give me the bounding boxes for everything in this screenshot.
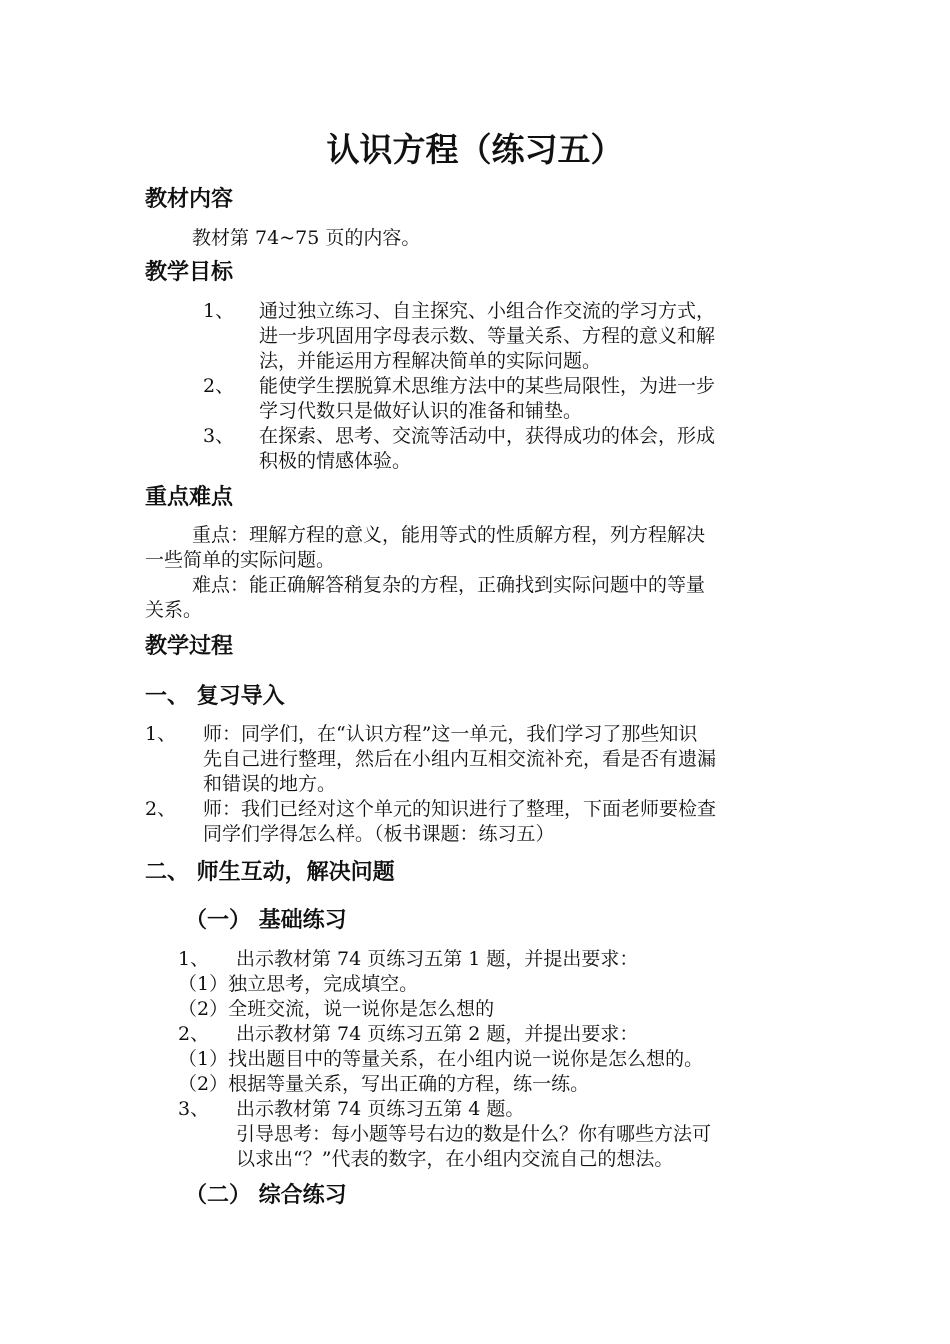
goal-2-number: 2、 bbox=[203, 375, 235, 397]
part1-item-2-line-2: 同学们学得怎么样。（板书课题：练习五） bbox=[203, 823, 555, 845]
part1-item-2-line-1: 师：我们已经对这个单元的知识进行了整理，下面老师要检查 bbox=[203, 798, 717, 820]
part1-item-2-number: 2、 bbox=[145, 798, 177, 820]
exercise-2-sub-1: （1）找出题目中的等量关系，在小组内说一说你是怎么想的。 bbox=[178, 1048, 704, 1070]
part1-item-1-line-1: 师：同学们，在“认识方程”这一单元，我们学习了那些知识 bbox=[203, 723, 698, 745]
key-point-line-1: 重点：理解方程的意义，能用等式的性质解方程，列方程解决 bbox=[192, 524, 706, 546]
exercise-3-line-2: 引导思考：每小题等号右边的数是什么？你有哪些方法可 bbox=[236, 1123, 712, 1145]
goal-2-line-2: 学习代数只是做好认识的准备和铺垫。 bbox=[259, 400, 583, 422]
exercise-1-text: 出示教材第 74 页练习五第 1 题，并提出要求： bbox=[236, 948, 639, 970]
exercise-2-number: 2、 bbox=[178, 1023, 210, 1045]
part1-item-1-line-3: 和错误的地方。 bbox=[203, 773, 337, 795]
heading-textbook-content: 教材内容 bbox=[145, 187, 234, 212]
exercise-3-line-1: 出示教材第 74 页练习五第 4 题。 bbox=[236, 1098, 525, 1120]
document-title: 认识方程（练习五） bbox=[326, 130, 624, 169]
heading-teaching-goals: 教学目标 bbox=[145, 260, 234, 285]
exercise-2-sub-2: （2）根据等量关系，写出正确的方程，练一练。 bbox=[178, 1073, 590, 1095]
goal-1-number: 1、 bbox=[203, 300, 235, 322]
goal-1-line-1: 通过独立练习、自主探究、小组合作交流的学习方式， bbox=[259, 300, 716, 322]
goal-1-line-3: 法，并能运用方程解决简单的实际问题。 bbox=[259, 350, 602, 372]
heading-teaching-process: 教学过程 bbox=[145, 634, 234, 659]
exercise-1-sub-1: （1）独立思考，完成填空。 bbox=[178, 973, 419, 995]
difficult-point-line-1: 难点：能正确解答稍复杂的方程，正确找到实际问题中的等量 bbox=[192, 574, 706, 596]
part1-item-1-number: 1、 bbox=[145, 723, 177, 745]
part1-item-1-line-2: 先自己进行整理，然后在小组内互相交流补充，看是否有遗漏 bbox=[203, 748, 717, 770]
goal-3-line-2: 积极的情感体验。 bbox=[259, 450, 412, 472]
textbook-content-text: 教材第 74~75 页的内容。 bbox=[192, 227, 421, 249]
exercise-3-number: 3、 bbox=[178, 1098, 210, 1120]
heading-basic-practice: （一） 基础练习 bbox=[185, 908, 347, 933]
heading-part-1: 一、 复习导入 bbox=[145, 684, 285, 709]
key-point-line-2: 一些简单的实际问题。 bbox=[145, 549, 336, 571]
heading-key-points: 重点难点 bbox=[145, 485, 234, 510]
heading-part-2: 二、 师生互动，解决问题 bbox=[145, 860, 395, 885]
goal-3-number: 3、 bbox=[203, 425, 235, 447]
exercise-1-sub-2: （2）全班交流，说一说你是怎么想的 bbox=[178, 998, 495, 1020]
goal-1-line-2: 进一步巩固用字母表示数、等量关系、方程的意义和解 bbox=[259, 325, 716, 347]
exercise-3-line-3: 以求出“？”代表的数字，在小组内交流自己的想法。 bbox=[236, 1148, 674, 1170]
goal-3-line-1: 在探索、思考、交流等活动中，获得成功的体会，形成 bbox=[259, 425, 716, 447]
exercise-2-text: 出示教材第 74 页练习五第 2 题，并提出要求： bbox=[236, 1023, 639, 1045]
goal-2-line-1: 能使学生摆脱算术思维方法中的某些局限性，为进一步 bbox=[259, 375, 716, 397]
difficult-point-line-2: 关系。 bbox=[145, 599, 203, 621]
exercise-1-number: 1、 bbox=[178, 948, 210, 970]
heading-comprehensive-practice: （二） 综合练习 bbox=[185, 1183, 347, 1208]
